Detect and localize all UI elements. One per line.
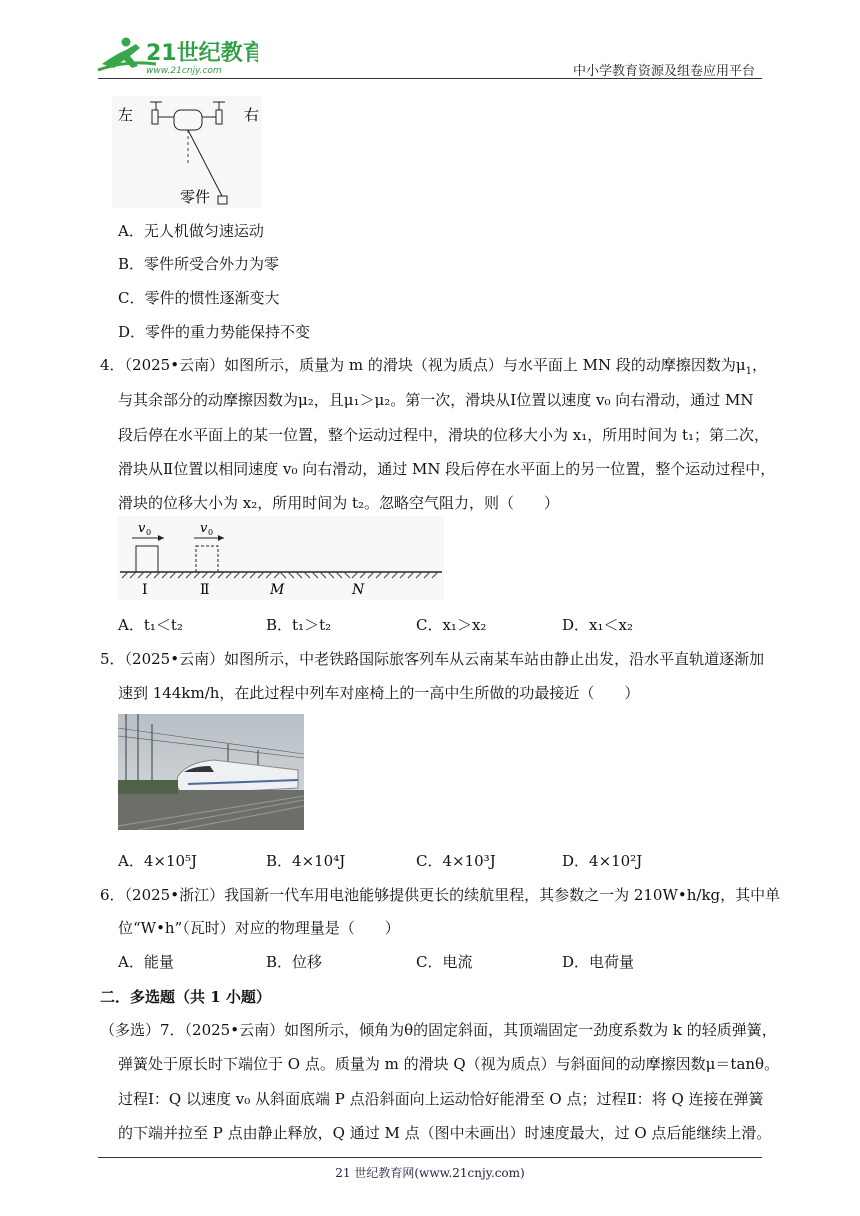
q4-line-3: 段后停在水平面上的某一位置，整个运动过程中，滑块的位移大小为 x₁，所用时间为 t₁；第二次， (118, 426, 770, 444)
q5-option-b: B．4×10⁴J (266, 852, 346, 870)
svg-text:www.21cnjy.com: www.21cnjy.com (146, 66, 222, 76)
q6-option-b: B．位移 (266, 953, 323, 971)
q6-line-1: 6．（2025•浙江）我国新一代车用电池能够提供更长的续航里程，其参数之一为 210W•h/kg，其中单 (100, 886, 781, 904)
q6-option-d: D．电荷量 (562, 953, 635, 971)
drone-figure (112, 96, 262, 208)
svg-text:N: N (352, 582, 365, 598)
svg-text:Ⅰ: Ⅰ (142, 582, 148, 598)
q4-option-b: B．t₁＞t₂ (266, 616, 332, 634)
q5-line-2: 速到 144km/h，在此过程中列车对座椅上的一高中生所做的功最接近（ ） (118, 684, 640, 702)
header-platform-text: 中小学教育资源及组卷应用平台 (572, 64, 755, 79)
q4-line-2: 与其余部分的动摩擦因数为μ₂，且μ₁＞μ₂。第一次，滑块从Ⅰ位置以速度 v₀ 向右滑动，通过 MN (118, 391, 754, 409)
q3-option-b: B．零件所受合外力为零 (118, 255, 280, 273)
q4-line-1: 4．（2025•云南）如图所示，质量为 m 的滑块（视为质点）与水平面上 MN 段的动摩擦因数为$\mu_1$， (100, 356, 767, 377)
slider-track-figure (118, 516, 444, 600)
site-logo (96, 34, 258, 76)
q4-option-c: C．x₁＞x₂ (416, 616, 487, 634)
q7-line-4: 的下端并拉至 P 点由静止释放，Q 通过 M 点（图中未画出）时速度最大，过 O 点后能继续上滑。 (118, 1124, 772, 1142)
svg-text:左: 左 (118, 106, 134, 124)
q3-option-a: A．无人机做匀速运动 (118, 222, 264, 240)
svg-text:21世纪教育: 21世纪教育 (146, 41, 258, 66)
q7-line-2: 弹簧处于原长时下端位于 O 点。质量为 m 的滑块 Q（视为质点）与斜面间的动摩擦因数μ＝tanθ。 (118, 1055, 780, 1073)
svg-text:v: v (138, 521, 146, 536)
svg-text:零件: 零件 (180, 188, 211, 206)
q6-line-2: 位“W•h”（瓦时）对应的物理量是（ ） (118, 919, 400, 937)
svg-text:M: M (270, 582, 285, 598)
train-photo (118, 714, 304, 830)
q4-line-5: 滑块的位移大小为 x₂，所用时间为 t₂。忽略空气阻力，则（ ） (118, 494, 560, 512)
q6-option-a: A．能量 (118, 953, 174, 971)
q7-line-1: （多选）7．（2025•云南）如图所示，倾角为θ的固定斜面，其顶端固定一劲度系数为 k 的轻质弹簧， (100, 1021, 777, 1039)
footer-text[interactable]: 21 世纪教育网(www.21cnjy.com) (335, 1166, 525, 1180)
svg-text:0: 0 (208, 528, 214, 537)
q3-option-d: D．零件的重力势能保持不变 (118, 323, 311, 341)
q5-line-1: 5．（2025•云南）如图所示，中老铁路国际旅客列车从云南某车站由静止出发，沿水平直轨道逐渐加 (100, 650, 765, 668)
footer-divider (98, 1157, 762, 1158)
section-heading: 二．多选题（共 1 小题） (100, 988, 271, 1006)
q7-line-3: 过程Ⅰ：Q 以速度 v₀ 从斜面底端 P 点沿斜面向上运动恰好能滑至 O 点；过程Ⅱ：将 Q 连接在弹簧 (118, 1090, 764, 1108)
svg-text:右: 右 (244, 106, 260, 124)
svg-text:v: v (200, 521, 208, 536)
q4-option-a: A．t₁＜t₂ (118, 616, 183, 634)
q5-option-a: A．4×10⁵J (118, 852, 198, 870)
q6-option-c: C．电流 (416, 953, 473, 971)
q5-option-d: D．4×10²J (562, 852, 643, 870)
q4-option-d: D．x₁＜x₂ (562, 616, 633, 634)
q4-line-4: 滑块从Ⅱ位置以相同速度 v₀ 向右滑动，通过 MN 段后停在水平面上的另一位置，整个运动过程中， (118, 460, 776, 478)
svg-text:Ⅱ: Ⅱ (200, 582, 210, 598)
q3-option-c: C．零件的惯性逐渐变大 (118, 289, 280, 307)
header-divider (98, 78, 762, 79)
svg-text:0: 0 (146, 528, 152, 537)
q5-option-c: C．4×10³J (416, 852, 496, 870)
